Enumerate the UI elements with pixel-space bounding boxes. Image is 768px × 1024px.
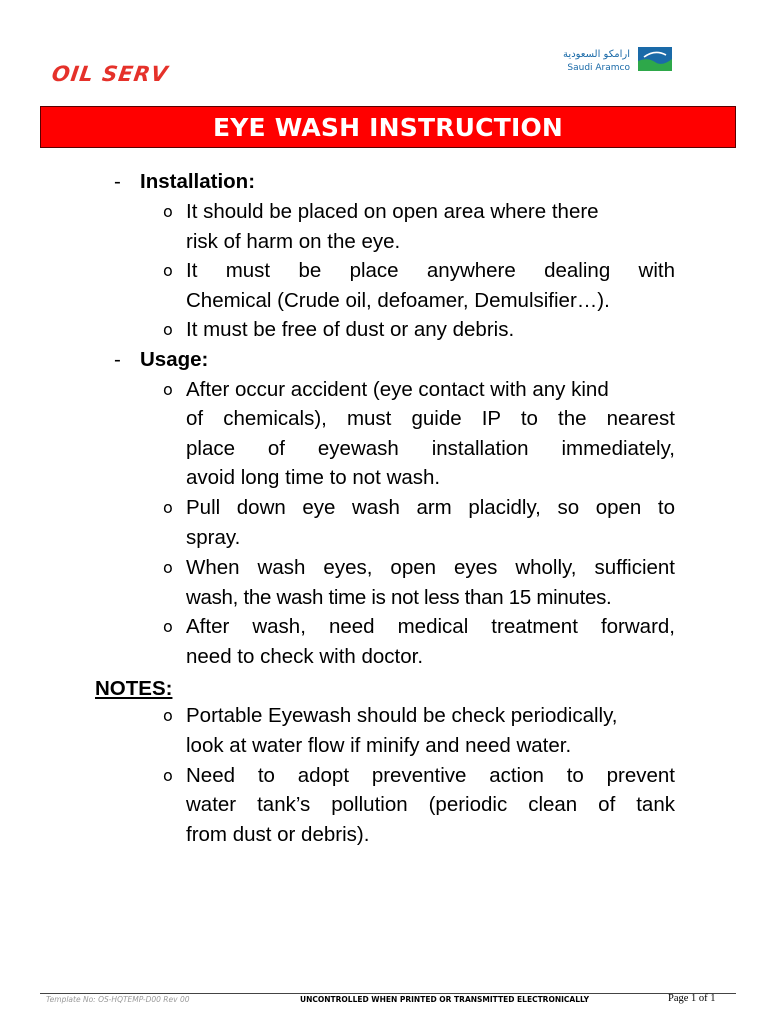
body-line: of chemicals), must guide IP to the nearest — [186, 407, 675, 430]
body-line: It must be free of dust or any debris. — [186, 318, 515, 341]
title-bar — [40, 106, 736, 148]
body-line: Chemical (Crude oil, defoamer, Demulsifier…). — [186, 289, 610, 312]
body-line: It should be placed on open area where there — [186, 200, 599, 223]
oilserv-logo: OIL SERV — [50, 62, 170, 86]
body-line: water tank’s pollution (periodic clean of tank — [186, 793, 675, 816]
circle-bullet-icon: o — [163, 261, 173, 280]
aramco-mark-icon — [638, 47, 672, 71]
body-line: look at water flow if minify and need water. — [186, 734, 572, 757]
body-line: place of eyewash installation immediately, — [186, 437, 675, 460]
body-line: spray. — [186, 526, 241, 549]
circle-bullet-icon: o — [163, 617, 173, 636]
circle-bullet-icon: o — [163, 380, 173, 399]
circle-bullet-icon: o — [163, 706, 173, 725]
notes-heading: NOTES: — [95, 677, 173, 700]
installation-heading: Installation: — [140, 170, 256, 193]
page-number: Page 1 of 1 — [668, 993, 716, 1004]
body-line: When wash eyes, open eyes wholly, sufficient — [186, 556, 675, 579]
aramco-latin-wordmark: Saudi Aramco — [567, 63, 630, 73]
circle-bullet-icon: o — [163, 202, 173, 221]
body-line: need to check with doctor. — [186, 645, 424, 668]
aramco-arabic-wordmark: ارامكو السعودية — [563, 49, 630, 60]
body-line: wash, the wash time is not less than 15 minutes. — [186, 586, 612, 609]
saudi-aramco-logo — [548, 47, 674, 77]
body-line: from dust or debris). — [186, 823, 370, 846]
circle-bullet-icon: o — [163, 320, 173, 339]
page-title: EYE WASH INSTRUCTION — [212, 112, 564, 142]
body-line: Portable Eyewash should be check periodically, — [186, 704, 618, 727]
body-line: risk of harm on the eye. — [186, 230, 401, 253]
footer-divider — [40, 993, 736, 994]
circle-bullet-icon: o — [163, 766, 173, 785]
control-notice: UNCONTROLLED WHEN PRINTED OR TRANSMITTED ELECTRONICALLY — [300, 995, 590, 1004]
circle-bullet-icon: o — [163, 498, 173, 517]
circle-bullet-icon: o — [163, 558, 173, 577]
dash-bullet: - — [114, 170, 121, 193]
body-line: After wash, need medical treatment forward, — [186, 615, 675, 638]
body-line: avoid long time to not wash. — [186, 466, 441, 489]
usage-heading: Usage: — [140, 348, 209, 371]
template-number: Template No: OS-HQTEMP-D00 Rev 00 — [46, 995, 190, 1004]
body-line: Pull down eye wash arm placidly, so open to — [186, 496, 675, 519]
dash-bullet: - — [114, 348, 121, 371]
body-line: After occur accident (eye contact with any kind — [186, 378, 609, 401]
body-line: It must be place anywhere dealing with — [186, 259, 675, 282]
body-line: Need to adopt preventive action to prevent — [186, 764, 675, 787]
